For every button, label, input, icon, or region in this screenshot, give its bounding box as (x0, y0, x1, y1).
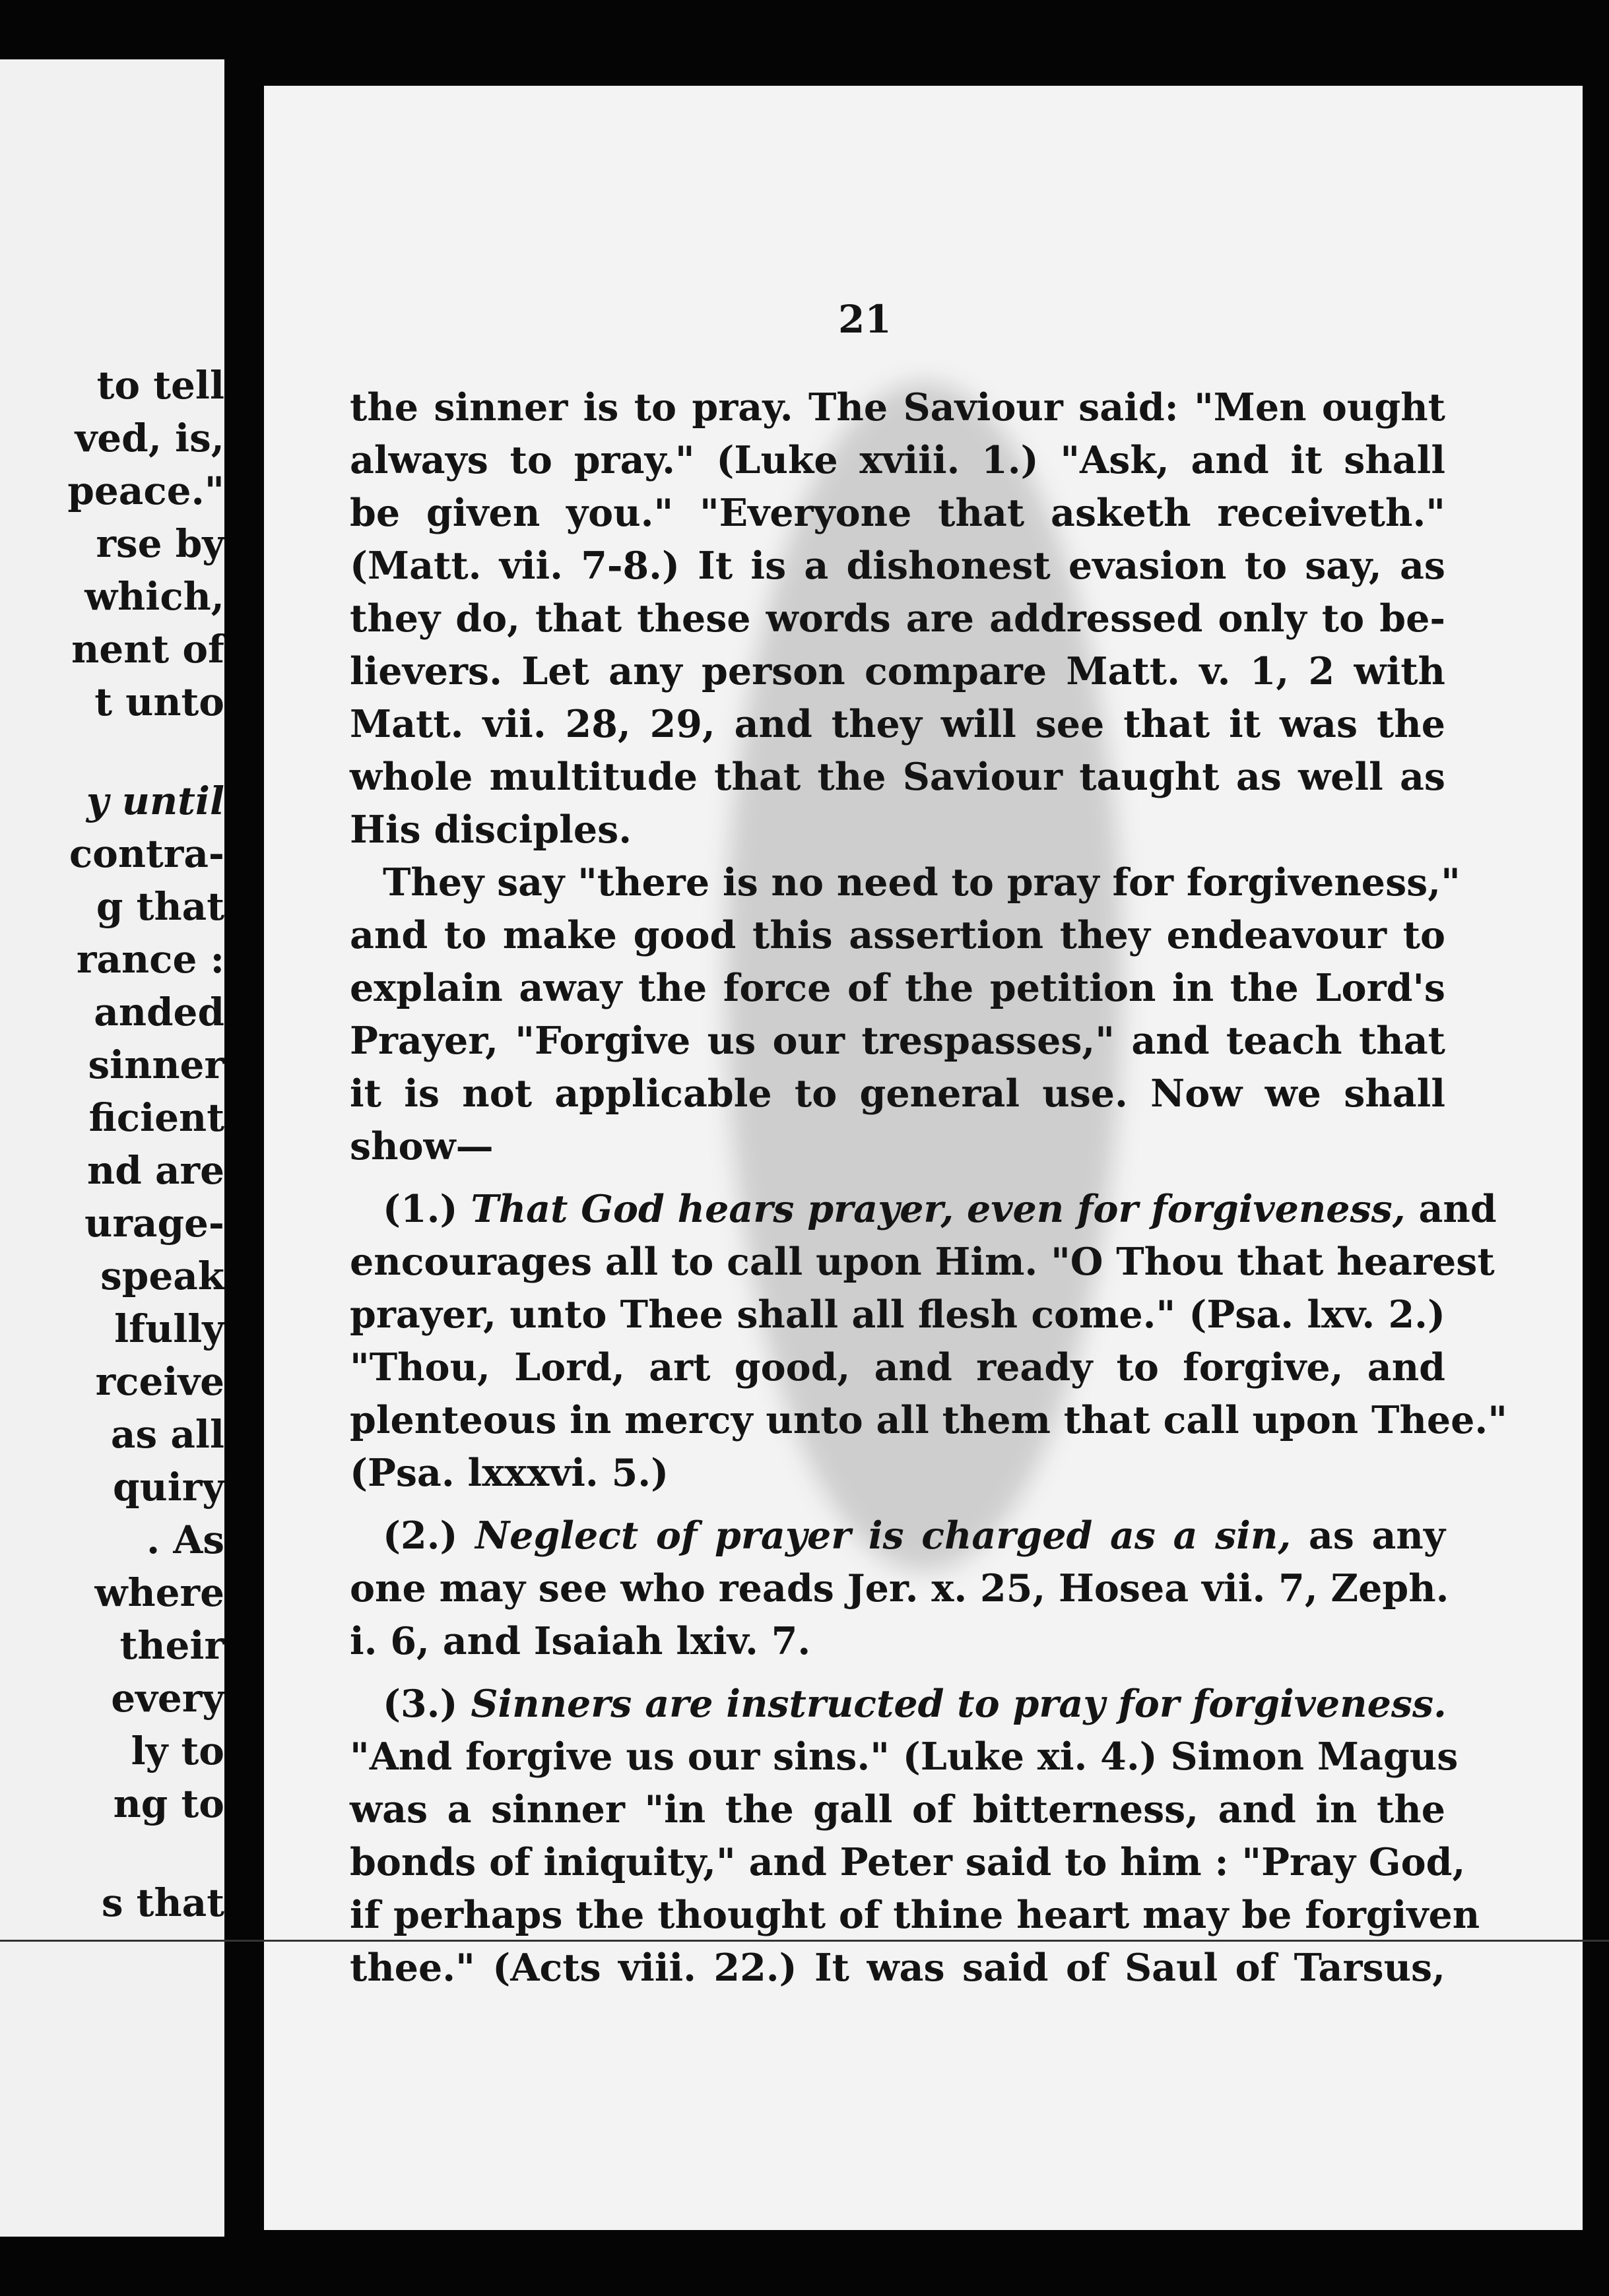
left-line: every (111, 1676, 224, 1721)
text-line: was a sinner "in the gall of bitterness, and in the (350, 1787, 1445, 1832)
text-line: whole multitude that the Saviour taught as well as (350, 755, 1445, 799)
left-line: as all (110, 1412, 224, 1457)
text-line: show— (350, 1124, 494, 1168)
point-number: (1.) (383, 1187, 458, 1231)
left-line: ficient (88, 1095, 224, 1140)
text-line: if perhaps the thought of thine heart may be forgiven (350, 1893, 1480, 1937)
left-line: rance : (76, 937, 224, 982)
left-line: rceive (95, 1359, 224, 1404)
numbered-point-2 (383, 1514, 1445, 1558)
scan-border (0, 2237, 1609, 2296)
text-line: the sinner is to pray. The Saviour said: "Men ought (350, 385, 1445, 430)
text-line: lievers. Let any person compare Matt. v. 1, 2 with (350, 649, 1445, 693)
text-line: They say "there is no need to pray for forgiveness," (383, 860, 1461, 905)
left-line: sinner (88, 1042, 224, 1087)
left-line: urage- (84, 1201, 224, 1246)
text-line: they do, that these words are addressed only to be- (350, 596, 1445, 641)
text-line: be given you." "Everyone that asketh receiveth." (350, 491, 1445, 535)
text-line: (Matt. vii. 7-8.) It is a dishonest evasion to say, as (350, 544, 1445, 588)
page (264, 86, 1583, 2230)
text-line: Prayer, "Forgive us our trespasses," and teach that (350, 1019, 1445, 1063)
page-number: 21 (838, 297, 892, 342)
text-line: prayer, unto Thee shall all flesh come." (Psa. lxv. 2.) (350, 1292, 1445, 1337)
left-line: ved, is, (75, 416, 224, 461)
left-line: to tell (96, 363, 224, 408)
left-line: t unto (94, 680, 224, 724)
text-line: thee." (Acts viii. 22.) It was said of Saul of Tarsus, (350, 1946, 1445, 1990)
point-heading: That God hears prayer, even for forgiveness, (471, 1187, 1406, 1231)
text-line: encourages all to call upon Him. "O Thou that hearest (350, 1240, 1495, 1284)
left-line: where (94, 1570, 224, 1615)
text-line: i. 6, and Isaiah lxiv. 7. (350, 1619, 811, 1663)
left-line: contra- (69, 831, 224, 876)
scan-line (0, 1940, 1609, 1942)
left-line: quiry (112, 1465, 224, 1510)
left-line: nd are (87, 1148, 224, 1193)
left-line: speak (100, 1254, 224, 1298)
text-line: plenteous in mercy unto all them that call upon Thee." (350, 1398, 1507, 1442)
left-line: s that (101, 1880, 224, 1925)
text-line: it is not applicable to general use. Now we shall (350, 1071, 1445, 1116)
point-heading: Neglect of prayer is charged as a sin, (475, 1514, 1292, 1558)
book-gutter (224, 0, 264, 2296)
left-line: which, (84, 574, 224, 619)
left-line: nent of (71, 627, 224, 672)
left-line: ly to (131, 1729, 224, 1773)
left-line: y until (86, 779, 224, 823)
text-line: explain away the force of the petition in the Lord's (350, 966, 1445, 1010)
text-line: and to make good this assertion they endeavour to (350, 913, 1445, 957)
left-line: anded (94, 990, 224, 1035)
point-text: as any (1308, 1514, 1445, 1558)
left-line: peace." (67, 468, 224, 513)
point-heading: Sinners are instructed to pray for forgiveness. (471, 1682, 1447, 1726)
numbered-point-3 (383, 1682, 1445, 1726)
text-line: one may see who reads Jer. x. 25, Hosea vii. 7, Zeph. (350, 1566, 1449, 1610)
text-line: "Thou, Lord, art good, and ready to forgive, and (350, 1345, 1445, 1389)
text-line: always to pray." (Luke xviii. 1.) "Ask, and it shall (350, 438, 1445, 482)
text-line: "And forgive us our sins." (Luke xi. 4.) Simon Magus (350, 1735, 1459, 1779)
left-line: their (119, 1623, 224, 1668)
left-line: g that (96, 884, 224, 929)
left-line: lfully (114, 1306, 224, 1351)
point-text: and (1418, 1187, 1497, 1231)
text-line: His disciples. (350, 808, 632, 852)
text-line: Matt. vii. 28, 29, and they will see that it was the (350, 702, 1445, 746)
point-number: (3.) (383, 1682, 458, 1726)
left-line: ng to (113, 1781, 224, 1826)
point-number: (2.) (383, 1514, 458, 1558)
numbered-point-1 (383, 1187, 1497, 1231)
text-line: (Psa. lxxxvi. 5.) (350, 1451, 669, 1495)
left-line: . As (146, 1517, 224, 1562)
left-line: rse by (96, 521, 224, 566)
text-line: bonds of iniquity," and Peter said to him : "Pray God, (350, 1840, 1466, 1884)
facing-page-fragment (0, 59, 224, 2237)
